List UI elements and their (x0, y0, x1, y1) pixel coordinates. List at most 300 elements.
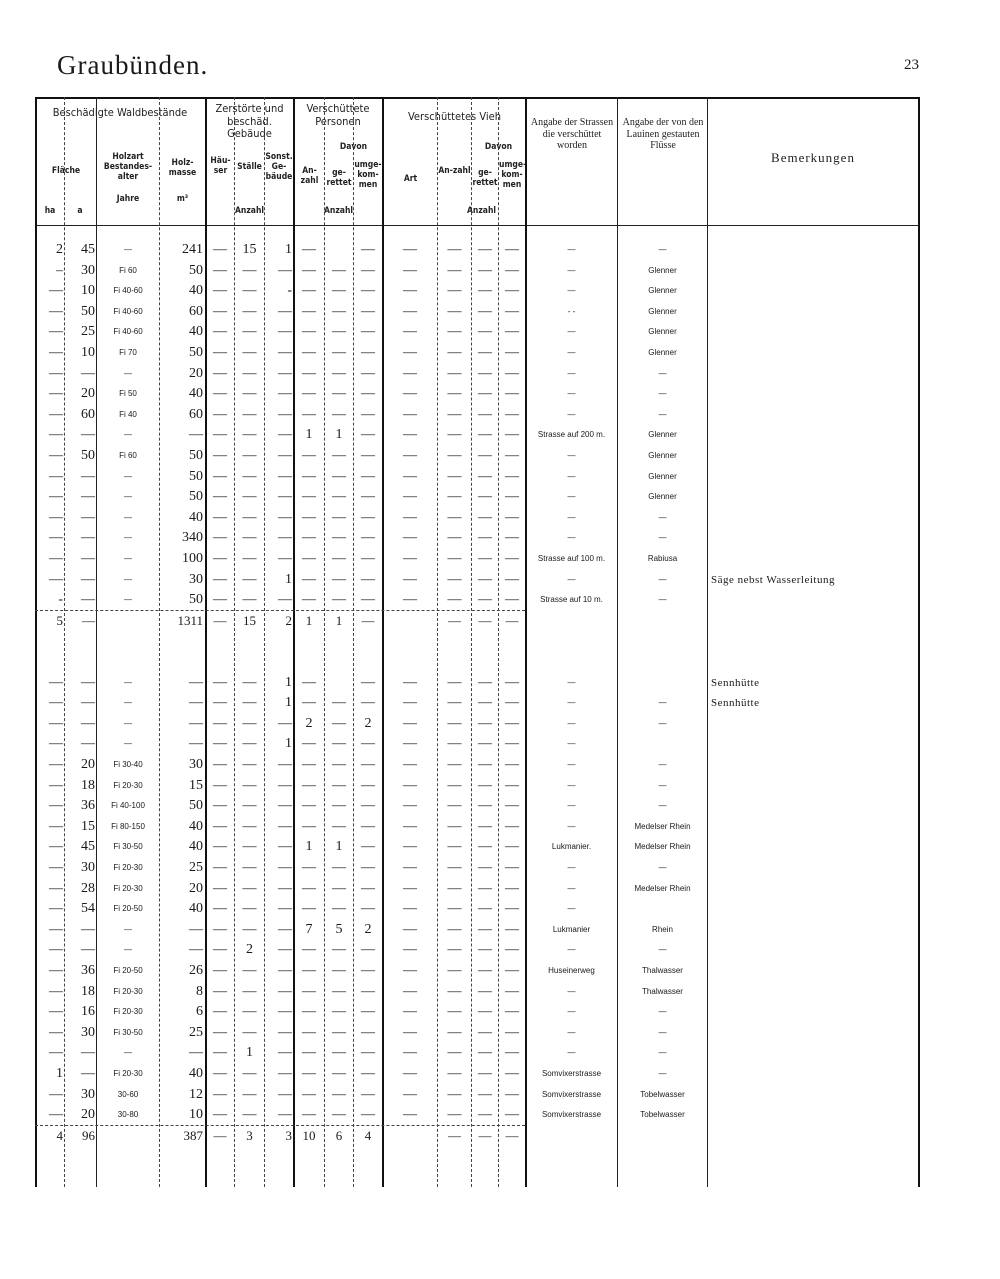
cell-art: — (403, 530, 417, 546)
cell-vu: — (505, 1086, 519, 1102)
cell-vu: — (505, 242, 519, 257)
header-personen: Verschüttete Personen (306, 102, 370, 128)
cell-masse: 10 (189, 1107, 203, 1123)
cell-ha: — (49, 324, 63, 340)
cell-vg: — (478, 818, 492, 834)
cell-h: — (213, 715, 227, 731)
table-row (35, 817, 919, 837)
cell-vg (472, 631, 498, 651)
cell-pa (294, 652, 324, 672)
cell-fl: Glenner (648, 348, 677, 357)
cell-a: — (81, 427, 95, 443)
cell-pu: — (361, 427, 375, 443)
cell-masse: 8 (196, 983, 203, 999)
cell-va: — (447, 942, 462, 958)
cell-vg: — (478, 798, 492, 814)
cell-str: — (567, 348, 576, 357)
cell-h: — (213, 551, 227, 566)
cell-s: — (242, 798, 257, 814)
cell-fl: Glenner (648, 306, 677, 316)
cell-masse: 40 (189, 1066, 203, 1081)
cell-a: 30 (81, 860, 95, 875)
cell-fl: Tobelwasser (640, 1089, 685, 1099)
cell-ha (35, 631, 63, 651)
cell-str: — (567, 409, 576, 419)
cell-masse: 50 (189, 345, 203, 360)
cell-pg: — (332, 798, 346, 814)
cell-g: — (278, 715, 292, 731)
table-row (35, 734, 919, 754)
cell-pu: — (361, 860, 375, 875)
cell-fl: — (658, 595, 667, 605)
cell-h: — (213, 386, 227, 402)
cell-vu: — (505, 921, 519, 937)
cell-h: — (213, 262, 227, 278)
cell-pa: — (302, 242, 316, 257)
cell-pg: — (332, 818, 346, 834)
cell-h: — (213, 736, 227, 752)
cell-holz: Fi 20-30 (113, 1007, 143, 1017)
cell-vg: — (478, 921, 492, 937)
cell-art: — (403, 489, 417, 505)
cell-a: — (81, 509, 95, 525)
cell-holz: — (124, 677, 132, 687)
cell-s: — (242, 695, 257, 711)
cell-s: — (242, 468, 257, 484)
cell-g (265, 652, 292, 672)
cell-pg: — (332, 860, 346, 875)
cell-ha: – (56, 262, 63, 278)
cell-va: — (447, 509, 462, 525)
cell-masse: 6 (196, 1004, 203, 1020)
cell-str: Strasse auf 200 m. (537, 430, 606, 440)
cell-pa: — (302, 736, 316, 752)
cell-vg: — (478, 1045, 492, 1061)
header-staelle: Ställe (237, 162, 262, 172)
table-row (35, 487, 919, 507)
cell-art: — (403, 324, 417, 340)
cell-a: 28 (81, 880, 95, 896)
cell-va: — (447, 1045, 462, 1061)
cell-fl: Medelser Rhein (634, 842, 691, 852)
cell-s: — (242, 757, 257, 772)
cell-masse: 40 (189, 386, 203, 402)
cell-masse: 20 (189, 365, 203, 381)
cell-h: — (213, 983, 227, 999)
cell-ha: — (49, 448, 63, 463)
cell-vu: — (505, 674, 519, 690)
cell-holz: Fi 20-30 (113, 883, 143, 893)
cell-g: — (278, 1086, 292, 1102)
cell-bem (711, 755, 917, 775)
cell-pu: — (361, 303, 375, 319)
cell-pa: — (302, 509, 316, 525)
cell-g: 1 (285, 571, 292, 587)
cell-h: — (213, 695, 227, 711)
cell-s: — (242, 427, 257, 443)
cell-s: — (242, 880, 257, 896)
cell-vg: — (478, 551, 492, 566)
cell-art: — (403, 798, 417, 814)
cell-masse: 241 (182, 242, 203, 257)
cell-va: — (447, 695, 462, 711)
cell-a: — (81, 736, 95, 752)
cell-pg: — (332, 1107, 346, 1123)
cell-bem (711, 920, 917, 940)
cell-s: — (242, 365, 257, 381)
cell-vu: — (505, 798, 519, 814)
header-ha: ha (44, 206, 56, 216)
cell-g: 1 (285, 736, 292, 752)
cell-vg: — (478, 489, 492, 505)
cell-str: — (567, 863, 576, 872)
cell-vu: — (505, 283, 519, 299)
cell-vu: — (505, 1004, 519, 1020)
cell-str: Strasse auf 100 m. (537, 554, 606, 563)
cell-art: — (403, 1024, 417, 1040)
cell-fl: Tobelwasser (640, 1110, 685, 1120)
cell-bem (711, 1126, 917, 1146)
cell-holz: Fi 20-50 (113, 966, 143, 975)
cell-ha: 5 (56, 612, 63, 628)
cell-a: — (81, 530, 95, 546)
cell-pg: — (332, 1086, 346, 1102)
cell-h: — (213, 1107, 227, 1123)
cell-pu: — (361, 674, 375, 690)
cell-masse (160, 652, 203, 672)
cell-vu: — (505, 571, 519, 587)
cell-s: — (242, 592, 257, 608)
cell-s: — (242, 551, 257, 566)
header-anzahl-personen: Anzahl (323, 206, 354, 216)
cell-g: — (278, 901, 292, 917)
cell-g: — (278, 530, 292, 546)
cell-pa: — (302, 1107, 316, 1123)
cell-va: — (447, 715, 462, 731)
cell-g: — (278, 880, 292, 896)
cell-a: — (81, 365, 95, 381)
cell-ha: — (49, 942, 63, 958)
cell-h: — (213, 489, 227, 505)
cell-pg: — (332, 1066, 346, 1081)
cell-va: — (447, 1024, 462, 1040)
cell-masse: 50 (189, 262, 203, 278)
cell-bem (711, 240, 917, 260)
cell-fl: — (658, 780, 667, 790)
cell-vu: — (505, 1066, 519, 1081)
cell-masse: 50 (189, 489, 203, 505)
cell-str: Somvixerstrasse (541, 1089, 602, 1099)
cell-fl (618, 673, 707, 693)
cell-g: — (278, 839, 292, 855)
cell-s: — (242, 715, 257, 731)
cell-fl (618, 611, 707, 631)
cell-holz: — (124, 512, 132, 522)
cell-g: — (278, 345, 292, 360)
cell-ha: — (49, 757, 63, 772)
cell-pa: — (302, 592, 316, 608)
cell-art: — (403, 736, 417, 752)
cell-masse: 20 (189, 880, 203, 896)
cell-va: — (447, 983, 462, 999)
header-sonst: Sonst. Ge-bäude (265, 152, 293, 182)
cell-pa: — (302, 901, 316, 917)
cell-g: — (278, 303, 292, 319)
cell-bem (711, 734, 917, 754)
cell-h: — (213, 592, 227, 608)
cell-fl: Glenner (648, 265, 677, 275)
cell-vg: — (478, 386, 492, 402)
table-row (35, 837, 919, 857)
cell-pu: — (361, 612, 375, 628)
cell-pu: — (361, 468, 375, 484)
table-row (35, 1105, 919, 1125)
cell-pg: — (332, 1024, 346, 1040)
cell-art: — (403, 674, 417, 690)
cell-s: 15 (243, 612, 256, 628)
header-strassen: Angabe der Strassen die verschüttet worden (530, 117, 614, 151)
cell-vu: — (505, 942, 519, 958)
cell-pu: — (361, 1045, 375, 1061)
cell-va: — (447, 324, 462, 340)
cell-s: — (242, 509, 257, 525)
header-fluesse: Angabe der von den Lauinen gestauten Flüsse (622, 117, 704, 151)
cell-pg: — (332, 468, 346, 484)
cell-art: — (403, 427, 417, 443)
cell-g: 1 (285, 242, 292, 257)
cell-s: — (242, 963, 257, 978)
cell-va: — (447, 530, 462, 546)
cell-vu: — (505, 406, 519, 422)
cell-vg: — (478, 1066, 492, 1081)
cell-pu: — (361, 345, 375, 360)
cell-art: — (403, 386, 417, 402)
cell-art: — (403, 571, 417, 587)
cell-h: — (213, 1004, 227, 1020)
cell-fl: — (658, 245, 667, 254)
cell-bem (711, 549, 917, 569)
table-row (35, 940, 919, 960)
cell-bem (711, 879, 917, 899)
cell-pu (354, 631, 382, 651)
cell-pa: — (302, 345, 316, 360)
cell-vu: — (505, 860, 519, 875)
cell-masse (160, 631, 203, 651)
cell-pu: — (361, 1066, 375, 1081)
cell-a: — (81, 571, 95, 587)
cell-va (438, 631, 471, 651)
table-row (35, 755, 919, 775)
cell-pa: — (302, 880, 316, 896)
table-row (35, 508, 919, 528)
cell-masse: 15 (189, 777, 203, 793)
cell-fl: Glenner (648, 492, 677, 502)
cell-art: — (403, 921, 417, 937)
cell-str: — (567, 389, 576, 399)
cell-vg: — (478, 571, 492, 587)
cell-va: — (447, 777, 462, 793)
cell-va: — (447, 1086, 462, 1102)
cell-ha: — (49, 777, 63, 793)
cell-art: — (403, 242, 417, 257)
cell-ha: — (49, 1107, 63, 1123)
cell-g: 3 (285, 1127, 292, 1143)
cell-fl (618, 1126, 707, 1146)
cell-pu: — (361, 695, 375, 711)
header-haeuser: Häu-ser (210, 156, 231, 176)
cell-art: — (403, 695, 417, 711)
cell-bem (711, 796, 917, 816)
cell-fl: Glenner (648, 327, 677, 337)
cell-pa: — (302, 571, 316, 587)
cell-va: — (447, 1107, 462, 1123)
cell-str: Somvixerstrasse (541, 1069, 602, 1078)
cell-bem (711, 343, 917, 363)
cell-h: — (213, 612, 227, 628)
cell-art (383, 611, 437, 631)
cell-a: 60 (81, 406, 95, 422)
cell-ha: — (49, 798, 63, 814)
cell-va: — (447, 242, 462, 257)
cell-h (206, 652, 234, 672)
cell-fl: — (658, 1048, 667, 1058)
cell-art: — (403, 880, 417, 896)
cell-pu: — (361, 963, 375, 978)
cell-vg: — (478, 283, 492, 299)
cell-s (235, 652, 264, 672)
cell-bem (711, 425, 917, 445)
cell-va: — (447, 303, 462, 319)
cell-art: — (403, 468, 417, 484)
cell-holz: Fi 70 (119, 348, 137, 357)
table-row (35, 858, 919, 878)
cell-pg: — (332, 571, 346, 587)
cell-s: — (242, 921, 257, 937)
cell-str (526, 1126, 617, 1146)
cell-pg (325, 652, 353, 672)
cell-masse: 100 (182, 551, 203, 566)
cell-va: — (447, 736, 462, 752)
cell-s: — (242, 345, 257, 360)
cell-fl: — (658, 1007, 667, 1017)
cell-vg: — (478, 1127, 492, 1143)
cell-bem (711, 631, 917, 651)
cell-str: — (567, 904, 576, 914)
cell-holz: — (124, 698, 132, 708)
cell-art: — (403, 839, 417, 855)
cell-vg: — (478, 777, 492, 793)
cell-pg: — (332, 551, 346, 566)
cell-fl: — (658, 409, 667, 419)
header-v-umgekommen: umge-kom-men (499, 160, 527, 190)
cell-g: — (278, 1107, 292, 1123)
cell-g: — (278, 1024, 292, 1040)
cell-vg: — (478, 1004, 492, 1020)
cell-a: 36 (81, 963, 95, 978)
cell-ha: — (49, 880, 63, 896)
cell-a: 10 (81, 283, 95, 299)
cell-pu: — (361, 736, 375, 752)
cell-str: — (567, 492, 576, 502)
cell-ha: — (49, 1024, 63, 1040)
cell-bem (711, 1002, 917, 1022)
cell-str (526, 611, 617, 631)
cell-str: — (567, 245, 576, 254)
cell-holz: Fi 20-30 (113, 986, 143, 996)
cell-pu: — (361, 592, 375, 608)
cell-h: — (213, 860, 227, 875)
cell-s: — (242, 262, 257, 278)
cell-pa: — (302, 303, 316, 319)
cell-vu: — (505, 345, 519, 360)
cell-a: — (81, 695, 95, 711)
cell-a: — (82, 612, 95, 628)
cell-h: — (213, 324, 227, 340)
cell-vu: — (505, 1045, 519, 1061)
cell-va: — (447, 1004, 462, 1020)
cell-art: — (403, 303, 417, 319)
cell-h: — (213, 1045, 227, 1061)
cell-fl: — (658, 760, 667, 769)
cell-pu (354, 652, 382, 672)
cell-fl: — (658, 698, 667, 708)
cell-vu: — (505, 1127, 519, 1143)
cell-fl: Glenner (648, 430, 677, 440)
cell-fl: — (658, 945, 667, 955)
table-row (35, 570, 919, 590)
cell-art: — (403, 777, 417, 793)
cell-pa: — (302, 1066, 316, 1081)
table-row (35, 302, 919, 322)
cell-a: — (81, 592, 95, 608)
cell-str: Strasse auf 10 m. (540, 595, 603, 605)
cell-holz: Fi 40-60 (113, 306, 143, 316)
cell-bem (711, 261, 917, 281)
cell-a: 96 (82, 1127, 95, 1143)
cell-pg: 1 (335, 427, 343, 443)
cell-vg: — (478, 1086, 492, 1102)
cell-bem (711, 281, 917, 301)
cell-g: — (278, 468, 292, 484)
cell-bem: Sennhütte (711, 676, 760, 689)
cell-s: — (242, 1024, 257, 1040)
cell-pu: — (361, 530, 375, 546)
header-wald: Beschädigte Waldbestände (52, 106, 188, 119)
cell-str: - - (567, 306, 576, 316)
cell-pa: 2 (305, 715, 313, 731)
cell-pg: — (332, 983, 346, 999)
table-row (35, 528, 919, 548)
cell-pu: — (361, 1024, 375, 1040)
cell-fl (618, 631, 707, 651)
cell-masse: — (189, 715, 203, 731)
cell-holz: Fi 30-40 (113, 760, 143, 769)
cell-str: Huseinerweg (548, 966, 595, 975)
cell-bem (711, 776, 917, 796)
cell-pa: — (302, 489, 316, 505)
cell-masse: 40 (189, 818, 203, 834)
cell-h: — (213, 757, 227, 772)
cell-pa: 7 (305, 921, 313, 937)
table-row (35, 240, 919, 260)
cell-vu: — (505, 777, 519, 793)
cell-pg: 1 (335, 839, 343, 855)
cell-pu: — (361, 818, 375, 834)
cell-holz: Fi 60 (119, 265, 137, 275)
cell-vu: — (505, 468, 519, 484)
cell-va: — (447, 798, 462, 814)
cell-pg: — (332, 592, 346, 608)
